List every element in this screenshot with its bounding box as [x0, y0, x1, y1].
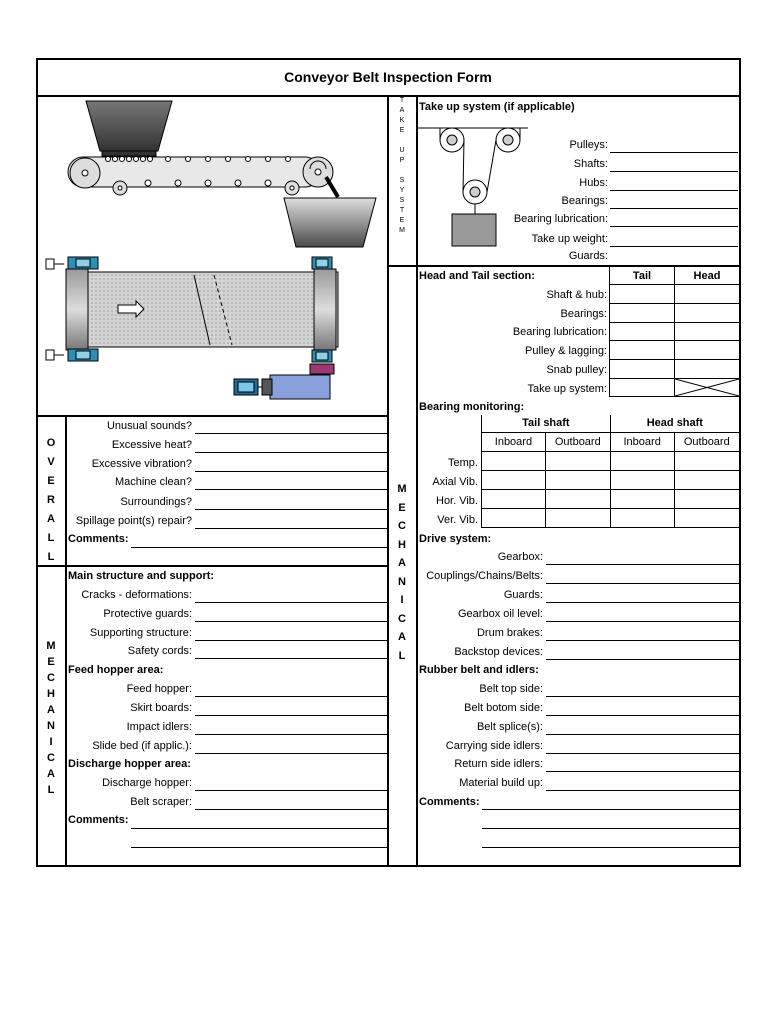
overall-field-sounds[interactable]: [195, 433, 387, 434]
mechanical-comments-line-1[interactable]: [131, 828, 387, 829]
drive-field-guards[interactable]: [546, 602, 739, 603]
bearing-cell[interactable]: [545, 451, 610, 470]
drive-item-backstop: Backstop devices:: [454, 646, 543, 658]
takeup-heading: Take up system (if applicable): [419, 101, 575, 113]
bearing-row-hor: Hor. Vib.: [436, 495, 478, 507]
overall-field-vibration[interactable]: [195, 471, 387, 472]
bearing-cell[interactable]: [482, 451, 546, 470]
feed-field-slide-bed[interactable]: [195, 753, 387, 754]
takeup-field-weight[interactable]: [610, 246, 738, 247]
form-title: Conveyor Belt Inspection Form: [284, 69, 492, 85]
rubber-heading: Rubber belt and idlers:: [419, 664, 539, 676]
bearing-row-ver: Ver. Vib.: [437, 514, 478, 526]
feed-field-impact[interactable]: [195, 734, 387, 735]
main-item-safety-cords: Safety cords:: [127, 645, 192, 657]
drive-item-couplings: Couplings/Chains/Belts:: [426, 570, 543, 582]
rubber-comments-line-1[interactable]: [482, 809, 739, 810]
bearing-head-outboard: Outboard: [674, 432, 739, 451]
overall-vertical-label: O V E R A L L: [46, 437, 56, 563]
feed-hopper-heading: Feed hopper area:: [68, 664, 164, 676]
takeup-field-pulleys[interactable]: [610, 152, 738, 153]
overall-item-vibration: Excessive vibration?: [91, 458, 192, 470]
bearing-cell[interactable]: [610, 489, 674, 508]
discharge-item-hopper: Discharge hopper:: [102, 777, 192, 789]
bearing-cell[interactable]: [545, 508, 610, 527]
bearing-cell[interactable]: [674, 451, 739, 470]
bearing-cell[interactable]: [545, 489, 610, 508]
takeup-item-pulleys: Pulleys:: [569, 139, 608, 151]
headtail-heading: Head and Tail section:: [419, 270, 535, 282]
headtail-item-takeup: Take up system:: [527, 383, 607, 395]
overall-comments-line-1[interactable]: [131, 547, 387, 548]
not-applicable-cross-icon: [675, 379, 739, 396]
feed-field-hopper[interactable]: [195, 696, 387, 697]
rubber-field-buildup[interactable]: [546, 790, 739, 791]
drive-item-gearbox: Gearbox:: [497, 551, 543, 563]
main-item-guards: Protective guards:: [103, 608, 192, 620]
bearing-cell[interactable]: [545, 470, 610, 489]
bearing-cell[interactable]: [482, 470, 546, 489]
takeup-vertical-label: T A K E U P S Y S T E M: [399, 97, 405, 234]
rubber-comments-line-2[interactable]: [482, 828, 739, 829]
drive-item-drum-brakes: Drum brakes:: [476, 627, 543, 639]
headtail-item-snab-pulley: Snab pulley:: [546, 364, 607, 376]
main-field-guards[interactable]: [195, 621, 387, 622]
bearing-cell[interactable]: [610, 508, 674, 527]
feed-field-skirt[interactable]: [195, 715, 387, 716]
discharge-hopper-heading: Discharge hopper area:: [68, 758, 191, 770]
feed-item-slide-bed: Slide bed (if applic.):: [92, 740, 192, 752]
headtail-col-tail: Tail: [632, 270, 652, 282]
headtail-col-head: Head: [693, 270, 721, 282]
rubber-item-return: Return side idlers:: [454, 758, 543, 770]
headtail-item-bearings: Bearings:: [560, 308, 607, 320]
rubber-item-carrying: Carrying side idlers:: [445, 740, 543, 752]
takeup-item-hubs: Hubs:: [579, 177, 608, 189]
mechanical-left-vertical-label: M E C H A N I C A L: [46, 640, 56, 796]
rubber-item-splice: Belt splice(s):: [476, 721, 543, 733]
rubber-field-splice[interactable]: [546, 734, 739, 735]
takeup-field-shafts[interactable]: [610, 171, 738, 172]
bearing-cell[interactable]: [610, 451, 674, 470]
takeup-item-shafts: Shafts:: [573, 158, 608, 170]
rubber-field-bottom[interactable]: [546, 715, 739, 716]
bearing-table: [481, 415, 739, 528]
takeup-field-lubrication[interactable]: [610, 226, 738, 227]
rubber-field-carrying[interactable]: [546, 753, 739, 754]
drive-field-backstop[interactable]: [546, 659, 739, 660]
overall-field-heat[interactable]: [195, 452, 387, 453]
rubber-comments-line-3[interactable]: [482, 847, 739, 848]
takeup-item-guards: Guards:: [568, 250, 608, 262]
bearing-cell[interactable]: [674, 508, 739, 527]
rubber-item-top: Belt top side:: [479, 683, 543, 695]
takeup-item-bearings: Bearings:: [561, 195, 608, 207]
discharge-item-scraper: Belt scraper:: [130, 796, 192, 808]
feed-item-skirt: Skirt boards:: [130, 702, 192, 714]
overall-item-sounds: Unusual sounds?: [106, 420, 192, 432]
bearing-cell[interactable]: [674, 470, 739, 489]
bearing-cell[interactable]: [482, 508, 546, 527]
main-structure-heading: Main structure and support:: [68, 570, 215, 582]
bearing-head-inboard: Inboard: [610, 432, 674, 451]
feed-item-impact: Impact idlers:: [126, 721, 192, 733]
bearing-tail-shaft: Tail shaft: [482, 415, 611, 432]
overall-item-heat: Excessive heat?: [111, 439, 192, 451]
takeup-field-hubs[interactable]: [610, 190, 738, 191]
left-label-divider: [65, 415, 67, 867]
mechanical-comments-line-2[interactable]: [131, 847, 387, 848]
mechanical-mid-vertical-label: M E C H A N I C A L: [397, 483, 407, 662]
overall-field-clean[interactable]: [195, 489, 387, 490]
drive-item-guards: Guards:: [503, 589, 543, 601]
rubber-field-top[interactable]: [546, 696, 739, 697]
bearing-cell[interactable]: [482, 489, 546, 508]
main-field-cracks[interactable]: [195, 602, 387, 603]
overall-item-spillage: Spillage point(s) repair?: [75, 515, 192, 527]
drive-field-gearbox[interactable]: [546, 564, 739, 565]
conveyor-illustration: [38, 97, 387, 414]
bearing-cell[interactable]: [610, 470, 674, 489]
takeup-item-weight: Take up weight:: [531, 233, 608, 245]
main-item-cracks: Cracks - deformations:: [81, 589, 192, 601]
rubber-comments-label: Comments:: [419, 796, 480, 808]
drive-field-drum-brakes[interactable]: [546, 640, 739, 641]
rubber-field-return[interactable]: [546, 771, 739, 772]
bearing-row-temp: Temp.: [448, 457, 478, 469]
bearing-row-axial: Axial Vib.: [432, 476, 478, 488]
bearing-cell[interactable]: [674, 489, 739, 508]
main-field-supporting[interactable]: [195, 640, 387, 641]
rubber-item-bottom: Belt botom side:: [464, 702, 543, 714]
takeup-item-lubrication: Bearing lubrication:: [513, 213, 608, 225]
discharge-field-scraper[interactable]: [195, 809, 387, 810]
rubber-item-buildup: Material build up:: [459, 777, 543, 789]
overall-item-clean: Machine clean?: [114, 476, 192, 488]
bearing-head-shaft: Head shaft: [610, 415, 739, 432]
main-item-supporting: Supporting structure:: [89, 627, 192, 639]
feed-item-hopper: Feed hopper:: [126, 683, 192, 695]
overall-comments-label: Comments:: [68, 533, 129, 545]
headtail-item-pulley-lagging: Pulley & lagging:: [525, 345, 607, 357]
drive-heading: Drive system:: [419, 533, 492, 545]
takeup-field-bearings[interactable]: [610, 208, 738, 209]
image-bottom-divider: [36, 415, 388, 417]
bearing-tail-outboard: Outboard: [545, 432, 610, 451]
overall-field-surroundings[interactable]: [195, 509, 387, 510]
overall-field-spillage[interactable]: [195, 528, 387, 529]
overall-item-surroundings: Surroundings?: [120, 496, 192, 508]
overall-bottom-divider: [36, 565, 388, 567]
mechanical-comments-label: Comments:: [68, 814, 129, 826]
bearing-heading: Bearing monitoring:: [419, 401, 525, 413]
headtail-item-shaft-hub: Shaft & hub:: [546, 289, 607, 301]
headtail-item-lubrication: Bearing lubrication:: [512, 326, 607, 338]
takeup-bottom-divider: [387, 265, 741, 267]
main-field-safety-cords[interactable]: [195, 658, 387, 659]
drive-field-oil-level[interactable]: [546, 621, 739, 622]
drive-item-oil-level: Gearbox oil level:: [458, 608, 543, 620]
bearing-tail-inboard: Inboard: [482, 432, 546, 451]
discharge-field-hopper[interactable]: [195, 790, 387, 791]
drive-field-couplings[interactable]: [546, 583, 739, 584]
